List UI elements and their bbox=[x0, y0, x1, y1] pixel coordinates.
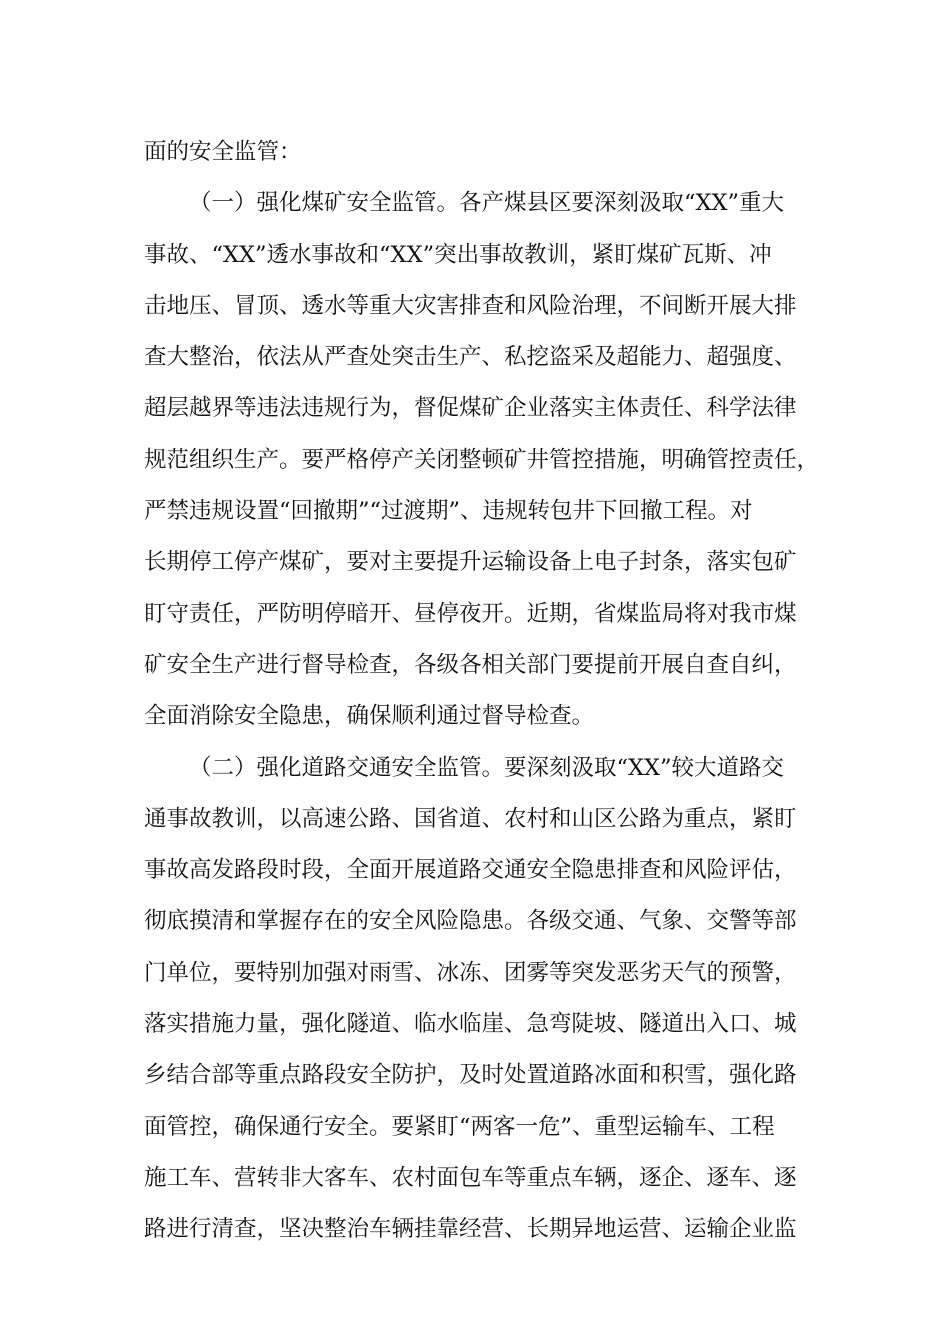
paragraph-heading-coal-mine-safety: （一）强化煤矿安全监管。各产煤县区要深刻汲取“XX”重大 bbox=[189, 190, 785, 217]
text-line-5: 查大整治，依法从严查处突击生产、私挖盗采及超能力、超强度、 bbox=[144, 344, 797, 371]
text-line-3: 事故、“XX”透水事故和“XX”突出事故教训，紧盯煤矿瓦斯、冲 bbox=[144, 241, 772, 268]
text-line-4: 击地压、冒顶、透水等重大灾害排查和风险治理，不间断开展大排 bbox=[144, 292, 797, 319]
text-line-8: 严禁违规设置“回撤期”“过渡期”、违规转包井下回撤工程。对 bbox=[144, 498, 753, 525]
text-line-15: 事故高发路段时段，全面开展道路交通安全隐患排查和风险评估， bbox=[144, 857, 797, 884]
text-line-16: 彻底摸清和掌握存在的安全风险隐患。各级交通、气象、交警等部 bbox=[144, 908, 797, 935]
text-line-7: 规范组织生产。要严格停产关闭整顿矿井管控措施，明确管控责任， bbox=[144, 446, 820, 473]
text-line-11: 矿安全生产进行督导检查，各级各相关部门要提前开展自查自纠， bbox=[144, 651, 797, 678]
text-line-12: 全面消除安全隐患，确保顺利通过督导检查。 bbox=[144, 703, 595, 730]
text-line-10: 盯守责任，严防明停暗开、昼停夜开。近期，省煤监局将对我市煤 bbox=[144, 600, 797, 627]
text-line-19: 乡结合部等重点路段安全防护，及时处置道路冰面和积雪，强化路 bbox=[144, 1062, 797, 1089]
text-line-6: 超层越界等违法违规行为，督促煤矿企业落实主体责任、科学法律 bbox=[144, 395, 797, 422]
text-line-21: 施工车、营转非大客车、农村面包车等重点车辆，逐企、逐车、逐 bbox=[144, 1164, 797, 1191]
document-body bbox=[144, 127, 834, 1256]
text-line-22: 路进行清查，坚决整治车辆挂靠经营、长期异地运营、运输企业监 bbox=[144, 1216, 797, 1243]
text-line-18: 落实措施力量，强化隧道、临水临崖、急弯陡坡、隧道出入口、城 bbox=[144, 1011, 797, 1038]
paragraph-heading-road-traffic-safety: （二）强化道路交通安全监管。要深刻汲取“XX”较大道路交 bbox=[189, 754, 785, 781]
text-line-1: 面的安全监管： bbox=[144, 139, 302, 165]
text-line-9: 长期停工停产煤矿，要对主要提升运输设备上电子封条，落实包矿 bbox=[144, 549, 797, 576]
text-line-14: 通事故教训，以高速公路、国省道、农村和山区公路为重点，紧盯 bbox=[144, 805, 797, 832]
text-line-20: 面管控，确保通行安全。要紧盯“两客一危”、重型运输车、工程 bbox=[144, 1113, 775, 1140]
text-line-17: 门单位，要特别加强对雨雪、冰冻、团雾等突发恶劣天气的预警， bbox=[144, 959, 797, 986]
